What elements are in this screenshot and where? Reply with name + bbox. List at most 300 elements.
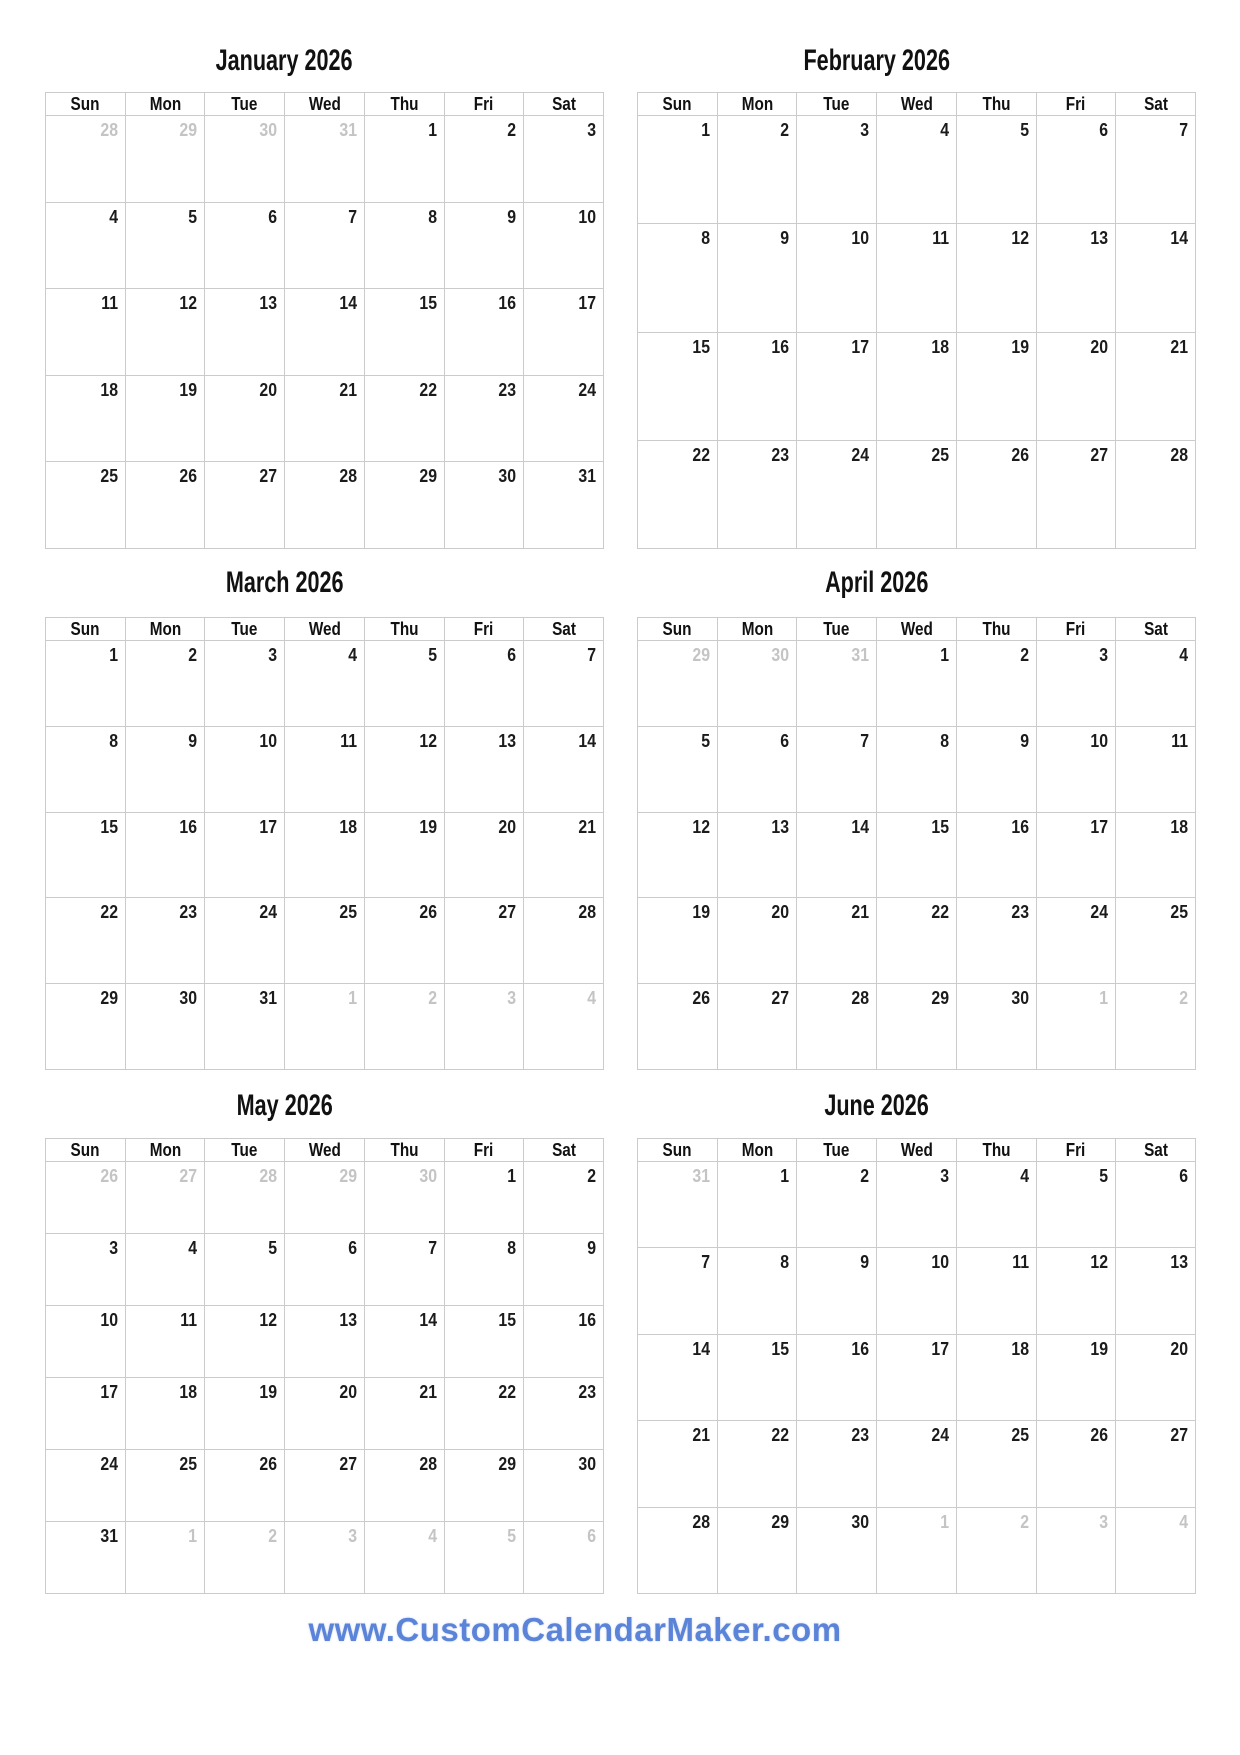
day-cell <box>445 116 525 203</box>
day-cell <box>877 333 957 441</box>
day-number: 8 <box>108 730 118 751</box>
day-cell <box>365 1522 445 1594</box>
day-number: 25 <box>1010 1425 1029 1446</box>
day-cell <box>205 727 285 813</box>
day-number: 2 <box>188 645 198 665</box>
day-cell <box>957 333 1037 441</box>
day-cell <box>524 727 604 813</box>
weekday-label: Thu <box>390 1139 419 1160</box>
weekday-label: Mon <box>149 93 181 114</box>
day-number: 17 <box>931 1338 949 1359</box>
day-number: 7 <box>700 1252 710 1273</box>
weekday-label: Mon <box>741 1139 773 1160</box>
day-cell <box>638 1335 718 1421</box>
weekday-label: Fri <box>1066 93 1086 114</box>
day-number: 2 <box>507 120 517 140</box>
day-number: 9 <box>587 1238 596 1258</box>
day-cell <box>285 641 365 727</box>
day-cell <box>1116 727 1196 813</box>
day-cell <box>1037 984 1117 1070</box>
day-number: 18 <box>931 336 949 357</box>
weekday-header <box>1037 618 1117 641</box>
weekday-label: Wed <box>900 1139 933 1160</box>
day-number: 23 <box>498 379 517 400</box>
day-cell <box>445 641 525 727</box>
day-cell <box>718 813 798 899</box>
day-number: 25 <box>931 444 949 465</box>
day-cell <box>1116 984 1196 1070</box>
day-number: 25 <box>179 1454 198 1474</box>
weekday-header <box>877 93 957 116</box>
day-number: 6 <box>1099 120 1109 140</box>
day-number: 7 <box>1179 120 1188 140</box>
day-cell <box>46 1306 126 1378</box>
adjacent-month-day-number: 30 <box>771 645 790 665</box>
day-number: 13 <box>771 816 790 837</box>
day-cell <box>285 116 365 203</box>
day-number: 29 <box>100 988 118 1009</box>
day-cell <box>365 641 445 727</box>
weekday-header <box>638 1139 718 1162</box>
day-number: 30 <box>498 466 517 487</box>
day-number: 19 <box>692 902 710 923</box>
day-number: 5 <box>700 730 710 751</box>
day-number: 9 <box>780 228 790 249</box>
day-number: 18 <box>339 816 357 837</box>
weekday-label: Thu <box>390 93 419 114</box>
day-number: 3 <box>587 120 596 140</box>
day-number: 21 <box>578 816 596 837</box>
day-number: 5 <box>1099 1166 1109 1186</box>
day-number: 23 <box>578 1382 596 1402</box>
day-number: 12 <box>1090 1252 1109 1273</box>
month-grid <box>45 617 604 1070</box>
day-number: 13 <box>1090 228 1109 249</box>
day-number: 20 <box>771 902 790 923</box>
day-cell <box>718 1162 798 1248</box>
day-number: 15 <box>418 293 437 314</box>
day-cell <box>365 813 445 899</box>
day-cell <box>877 1162 957 1248</box>
day-cell <box>46 641 126 727</box>
weekday-label: Sun <box>70 1139 100 1160</box>
day-cell <box>126 462 206 549</box>
day-cell <box>957 116 1037 224</box>
day-number: 8 <box>700 228 710 249</box>
day-number: 26 <box>1010 444 1029 465</box>
day-number: 12 <box>692 816 710 837</box>
weekday-header <box>1116 618 1196 641</box>
day-cell <box>365 203 445 290</box>
day-cell <box>797 1248 877 1334</box>
adjacent-month-day-number: 4 <box>1179 1511 1188 1532</box>
day-cell <box>718 224 798 332</box>
day-cell <box>1037 116 1117 224</box>
day-cell <box>445 1450 525 1522</box>
day-cell <box>718 1335 798 1421</box>
day-number: 6 <box>268 206 278 227</box>
day-cell <box>524 898 604 984</box>
day-number: 27 <box>259 466 278 487</box>
day-cell <box>877 441 957 549</box>
day-number: 4 <box>188 1238 198 1258</box>
day-cell <box>445 1234 525 1306</box>
day-cell <box>1116 224 1196 332</box>
day-number: 10 <box>100 1310 118 1330</box>
weekday-label: Wed <box>308 618 341 639</box>
day-cell <box>797 1508 877 1594</box>
day-number: 6 <box>1179 1166 1188 1186</box>
day-number: 4 <box>940 120 949 140</box>
weekday-label: Sat <box>1143 618 1168 639</box>
day-cell <box>285 1306 365 1378</box>
day-number: 12 <box>1010 228 1029 249</box>
day-cell <box>1116 441 1196 549</box>
weekday-label: Sat <box>551 618 576 639</box>
adjacent-month-day-number: 31 <box>339 120 357 140</box>
day-number: 6 <box>780 730 790 751</box>
day-cell <box>718 641 798 727</box>
day-cell <box>877 813 957 899</box>
weekday-label: Thu <box>982 93 1011 114</box>
day-cell <box>1116 641 1196 727</box>
day-number: 11 <box>1011 1252 1029 1273</box>
adjacent-month-day-number: 27 <box>179 1166 198 1186</box>
day-number: 28 <box>418 1454 437 1474</box>
day-cell <box>877 898 957 984</box>
day-cell <box>365 1450 445 1522</box>
weekday-header <box>205 618 285 641</box>
weekday-header <box>1037 93 1117 116</box>
day-cell <box>957 1248 1037 1334</box>
day-number: 29 <box>771 1511 790 1532</box>
day-cell <box>126 813 206 899</box>
day-number: 10 <box>931 1252 949 1273</box>
day-cell <box>1037 1162 1117 1248</box>
day-cell <box>445 1378 525 1450</box>
day-cell <box>445 1306 525 1378</box>
adjacent-month-day-number: 30 <box>418 1166 437 1186</box>
day-number: 17 <box>578 293 596 314</box>
day-number: 16 <box>851 1338 870 1359</box>
day-number: 14 <box>418 1310 437 1330</box>
day-number: 14 <box>339 293 357 314</box>
day-cell <box>957 224 1037 332</box>
weekday-header <box>957 618 1037 641</box>
day-cell <box>445 727 525 813</box>
day-cell <box>797 1162 877 1248</box>
month-calendar-may <box>45 1086 604 1594</box>
day-number: 7 <box>587 645 596 665</box>
weekday-label: Sun <box>662 618 692 639</box>
day-number: 13 <box>339 1310 357 1330</box>
day-number: 8 <box>427 206 437 227</box>
day-number: 7 <box>427 1238 437 1258</box>
day-number: 4 <box>108 206 118 227</box>
weekday-header <box>638 618 718 641</box>
weekday-label: Sun <box>662 93 692 114</box>
day-cell <box>1037 1508 1117 1594</box>
day-cell <box>1116 333 1196 441</box>
day-number: 17 <box>259 816 278 837</box>
day-number: 14 <box>692 1338 710 1359</box>
weekday-header <box>957 93 1037 116</box>
day-number: 1 <box>108 645 118 665</box>
weekday-label: Sun <box>662 1139 692 1160</box>
day-number: 8 <box>780 1252 790 1273</box>
day-number: 27 <box>1170 1425 1188 1446</box>
day-cell <box>1037 1335 1117 1421</box>
weekday-header <box>638 93 718 116</box>
weekday-label: Sat <box>551 1139 576 1160</box>
day-number: 27 <box>771 988 790 1009</box>
day-number: 2 <box>860 1166 870 1186</box>
day-cell <box>957 813 1037 899</box>
weekday-header <box>205 93 285 116</box>
day-number: 15 <box>100 816 118 837</box>
month-title-text: May 2026 <box>236 1089 333 1122</box>
weekday-header <box>877 1139 957 1162</box>
day-number: 29 <box>418 466 437 487</box>
day-number: 27 <box>339 1454 357 1474</box>
day-number: 30 <box>179 988 198 1009</box>
day-number: 17 <box>851 336 870 357</box>
day-cell <box>285 727 365 813</box>
weekday-label: Fri <box>474 93 494 114</box>
day-cell <box>638 441 718 549</box>
day-number: 8 <box>507 1238 517 1258</box>
weekday-label: Fri <box>474 618 494 639</box>
day-number: 9 <box>1019 730 1029 751</box>
day-cell <box>1116 1508 1196 1594</box>
day-cell <box>285 898 365 984</box>
weekday-header <box>285 618 365 641</box>
day-number: 6 <box>348 1238 357 1258</box>
month-title-text: March 2026 <box>225 566 344 599</box>
day-number: 3 <box>860 120 870 140</box>
day-cell <box>638 1162 718 1248</box>
day-number: 24 <box>578 379 596 400</box>
adjacent-month-day-number: 29 <box>339 1166 357 1186</box>
day-cell <box>126 1450 206 1522</box>
day-number: 16 <box>578 1310 596 1330</box>
day-number: 22 <box>418 379 437 400</box>
day-cell <box>1037 224 1117 332</box>
day-number: 19 <box>259 1382 278 1402</box>
day-cell <box>285 1162 365 1234</box>
day-cell <box>365 1162 445 1234</box>
day-number: 23 <box>179 902 198 923</box>
day-number: 12 <box>179 293 198 314</box>
day-cell <box>877 727 957 813</box>
day-cell <box>205 898 285 984</box>
day-cell <box>957 1421 1037 1507</box>
day-number: 16 <box>498 293 517 314</box>
day-number: 7 <box>860 730 870 751</box>
day-number: 11 <box>180 1310 198 1330</box>
day-cell <box>957 1508 1037 1594</box>
day-cell <box>46 1234 126 1306</box>
day-number: 20 <box>1090 336 1109 357</box>
month-title <box>637 1086 1196 1126</box>
day-cell <box>797 898 877 984</box>
day-cell <box>1116 1162 1196 1248</box>
day-number: 22 <box>931 902 949 923</box>
day-cell <box>797 641 877 727</box>
day-cell <box>957 727 1037 813</box>
day-number: 6 <box>507 645 517 665</box>
day-number: 9 <box>860 1252 870 1273</box>
weekday-header <box>718 93 798 116</box>
day-cell <box>524 116 604 203</box>
weekday-label: Sat <box>551 93 576 114</box>
day-cell <box>205 1162 285 1234</box>
day-number: 25 <box>339 902 357 923</box>
day-number: 28 <box>578 902 596 923</box>
day-number: 19 <box>1010 336 1029 357</box>
day-cell <box>718 116 798 224</box>
day-number: 29 <box>498 1454 517 1474</box>
day-cell <box>365 462 445 549</box>
adjacent-month-day-number: 28 <box>100 120 118 140</box>
day-cell <box>877 1248 957 1334</box>
month-title <box>637 563 1196 603</box>
day-cell <box>46 1450 126 1522</box>
weekday-header <box>1037 1139 1117 1162</box>
weekday-header <box>524 1139 604 1162</box>
day-number: 19 <box>1090 1338 1109 1359</box>
day-cell <box>365 1378 445 1450</box>
day-cell <box>1037 641 1117 727</box>
day-cell <box>1116 1421 1196 1507</box>
day-cell <box>46 727 126 813</box>
weekday-header <box>718 618 798 641</box>
day-cell <box>285 1450 365 1522</box>
day-number: 9 <box>507 206 517 227</box>
adjacent-month-day-number: 5 <box>507 1526 517 1546</box>
day-cell <box>638 641 718 727</box>
day-cell <box>877 641 957 727</box>
day-cell <box>46 289 126 376</box>
day-cell <box>1116 1335 1196 1421</box>
month-title <box>45 41 604 81</box>
day-cell <box>205 1378 285 1450</box>
day-number: 7 <box>348 206 357 227</box>
weekday-label: Sat <box>1143 1139 1168 1160</box>
weekday-header <box>46 93 126 116</box>
day-number: 5 <box>268 1238 278 1258</box>
weekday-label: Mon <box>149 1139 181 1160</box>
adjacent-month-day-number: 26 <box>100 1166 118 1186</box>
weekday-label: Tue <box>231 93 258 114</box>
day-number: 14 <box>1170 228 1188 249</box>
day-cell <box>126 898 206 984</box>
weekday-label: Thu <box>982 618 1011 639</box>
day-cell <box>638 898 718 984</box>
day-cell <box>718 1508 798 1594</box>
adjacent-month-day-number: 31 <box>851 645 870 665</box>
day-number: 10 <box>259 730 278 751</box>
day-cell <box>524 462 604 549</box>
weekday-header <box>46 618 126 641</box>
day-number: 3 <box>1099 645 1109 665</box>
day-cell <box>205 641 285 727</box>
day-number: 4 <box>1179 645 1188 665</box>
day-cell <box>638 984 718 1070</box>
day-cell <box>957 1335 1037 1421</box>
weekday-header <box>524 618 604 641</box>
day-cell <box>638 116 718 224</box>
day-number: 13 <box>259 293 278 314</box>
day-cell <box>718 984 798 1070</box>
day-number: 11 <box>100 293 118 314</box>
adjacent-month-day-number: 2 <box>268 1526 278 1546</box>
day-cell <box>205 1306 285 1378</box>
day-number: 25 <box>1170 902 1188 923</box>
day-number: 1 <box>700 120 710 140</box>
day-number: 22 <box>771 1425 790 1446</box>
day-number: 1 <box>507 1166 517 1186</box>
weekday-header <box>126 93 206 116</box>
day-cell <box>957 898 1037 984</box>
day-cell <box>638 224 718 332</box>
day-cell <box>365 289 445 376</box>
day-cell <box>524 1450 604 1522</box>
day-cell <box>126 116 206 203</box>
day-cell <box>638 813 718 899</box>
day-number: 2 <box>1019 645 1029 665</box>
day-cell <box>126 984 206 1070</box>
weekday-header <box>957 1139 1037 1162</box>
day-number: 1 <box>427 120 437 140</box>
day-number: 20 <box>498 816 517 837</box>
day-cell <box>524 1378 604 1450</box>
adjacent-month-day-number: 3 <box>1099 1511 1109 1532</box>
day-number: 15 <box>931 816 949 837</box>
day-number: 21 <box>418 1382 437 1402</box>
weekday-header <box>1116 1139 1196 1162</box>
day-cell <box>638 1248 718 1334</box>
month-grid <box>637 617 1196 1070</box>
day-number: 31 <box>259 988 278 1009</box>
day-cell <box>797 224 877 332</box>
month-calendar-january <box>45 41 604 549</box>
day-cell <box>1116 1248 1196 1334</box>
month-calendar-march <box>45 563 604 1070</box>
month-grid <box>637 1138 1196 1594</box>
day-cell <box>718 333 798 441</box>
day-number: 12 <box>259 1310 278 1330</box>
day-number: 18 <box>1170 816 1188 837</box>
day-number: 29 <box>931 988 949 1009</box>
day-cell <box>957 984 1037 1070</box>
month-title <box>45 1086 604 1126</box>
month-title-text: April 2026 <box>824 566 929 599</box>
day-cell <box>285 376 365 463</box>
day-cell <box>524 641 604 727</box>
weekday-label: Wed <box>900 618 933 639</box>
day-cell <box>285 984 365 1070</box>
adjacent-month-day-number: 3 <box>507 988 517 1009</box>
day-number: 20 <box>259 379 278 400</box>
weekday-header <box>126 1139 206 1162</box>
day-cell <box>957 641 1037 727</box>
weekday-label: Tue <box>231 1139 258 1160</box>
adjacent-month-day-number: 4 <box>427 1526 437 1546</box>
day-number: 27 <box>1090 444 1109 465</box>
adjacent-month-day-number: 1 <box>940 1511 949 1532</box>
day-number: 28 <box>851 988 870 1009</box>
